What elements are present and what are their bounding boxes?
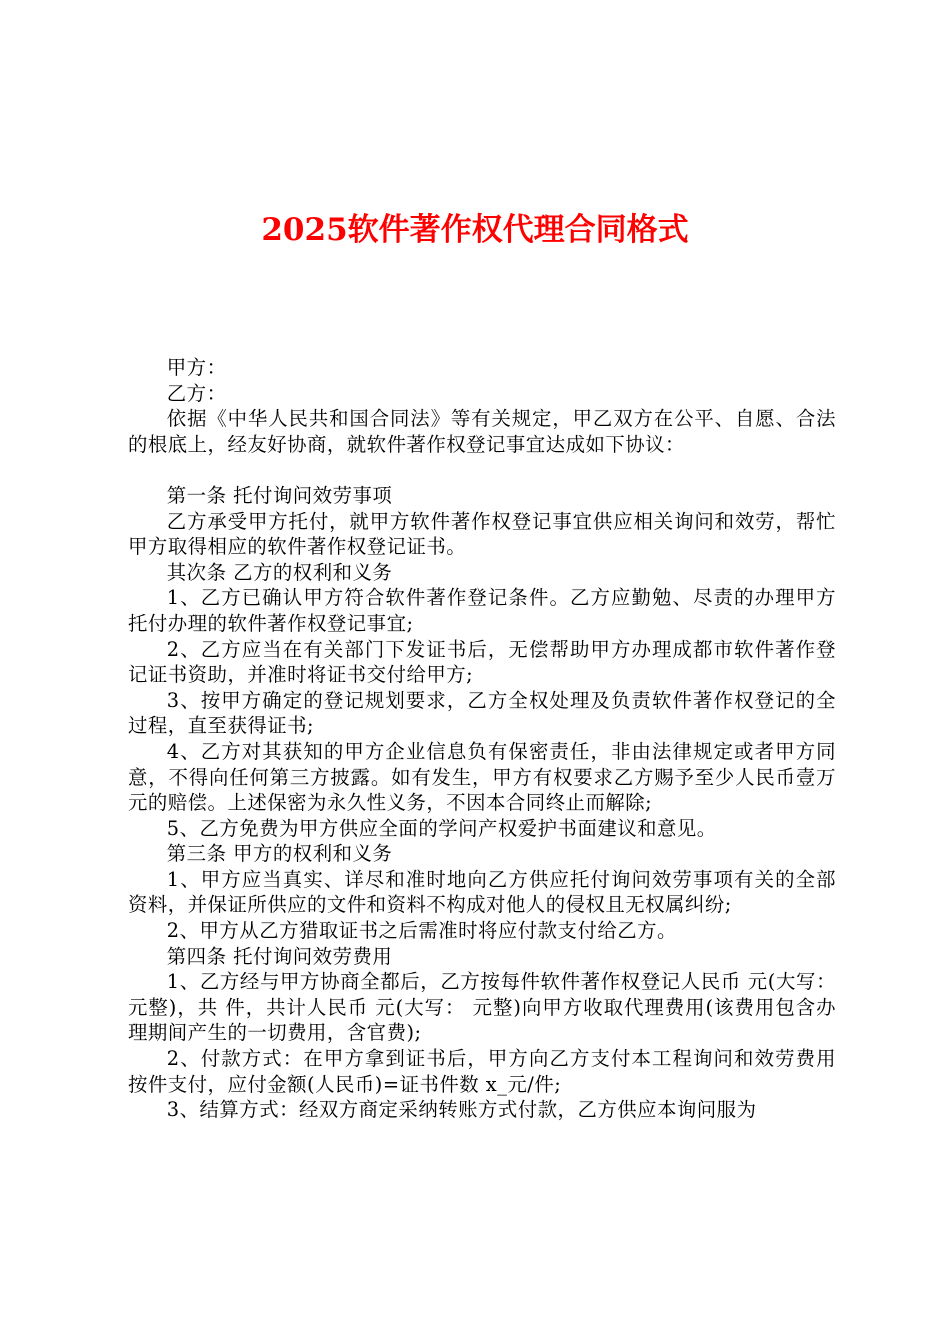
article-2-item-4: 4、乙方对其获知的甲方企业信息负有保密责任，非由法律规定或者甲方同意，不得向任何第三方披露。如有发生，甲方有权要求乙方赐予至少人民币壹万元的赔偿。上述保密为永久性义务，不因本合同终止而解除;	[128, 739, 836, 815]
article-3-item-1: 1、甲方应当真实、详尽和准时地向乙方供应托付询问效劳事项有关的全部资料，并保证所供应的文件和资料不构成对他人的侵权且无权属纠纷;	[128, 867, 836, 917]
document-title: 2025软件著作权代理合同格式	[261, 212, 689, 248]
party-b-line: 乙方：	[166, 381, 227, 405]
article-1-heading: 第一条 托付询问效劳事项	[166, 483, 393, 507]
article-2-item-3: 3、按甲方确定的登记规划要求，乙方全权处理及负责软件著作权登记的全过程，直至获得证书;	[128, 688, 836, 738]
article-2-item-5: 5、乙方免费为甲方供应全面的学问产权爱护书面建议和意见。	[166, 816, 717, 840]
preamble-paragraph: 依据《中华人民共和国合同法》等有关规定，甲乙双方在公平、自愿、合法的根底上，经友好协商，就软件著作权登记事宜达成如下协议：	[128, 407, 836, 456]
article-2-heading: 其次条 乙方的权利和义务	[166, 560, 393, 584]
document-body	[128, 355, 836, 1123]
article-3-heading: 第三条 甲方的权利和义务	[166, 842, 393, 866]
article-4-item-1: 1、乙方经与甲方协商全都后，乙方按每件软件著作权登记人民币 元(大写： 元整)，共 件，共计人民币 元(大写： 元整)向甲方收取代理费用(该费用包含办理期间产生的一切费用，含官费);	[128, 970, 836, 1045]
article-3-item-2: 2、甲方从乙方猎取证书之后需准时将应付款支付给乙方。	[166, 919, 677, 943]
party-a-line: 甲方：	[166, 356, 227, 379]
article-2-item-1: 1、乙方已确认甲方符合软件著作登记条件。乙方应勤勉、尽责的办理甲方托付办理的软件著作权登记事宜;	[128, 586, 836, 635]
article-2-item-2: 2、乙方应当在有关部门下发证书后，无偿帮助甲方办理成都市软件著作登记证书资助，并准时将证书交付给甲方;	[128, 637, 836, 687]
blank-line	[128, 457, 836, 483]
article-4-item-2: 2、付款方式：在甲方拿到证书后，甲方向乙方支付本工程询问和效劳费用按件支付，应付金额(人民币)=证书件数 x_元/件;	[128, 1047, 836, 1096]
article-4-item-3: 3、结算方式：经双方商定采纳转账方式付款，乙方供应本询问服为	[166, 1098, 757, 1122]
article-4-heading: 第四条 托付询问效劳费用	[166, 944, 393, 968]
article-1-paragraph: 乙方承受甲方托付，就甲方软件著作权登记事宜供应相关询问和效劳，帮忙甲方取得相应的软件著作权登记证书。	[128, 509, 836, 559]
